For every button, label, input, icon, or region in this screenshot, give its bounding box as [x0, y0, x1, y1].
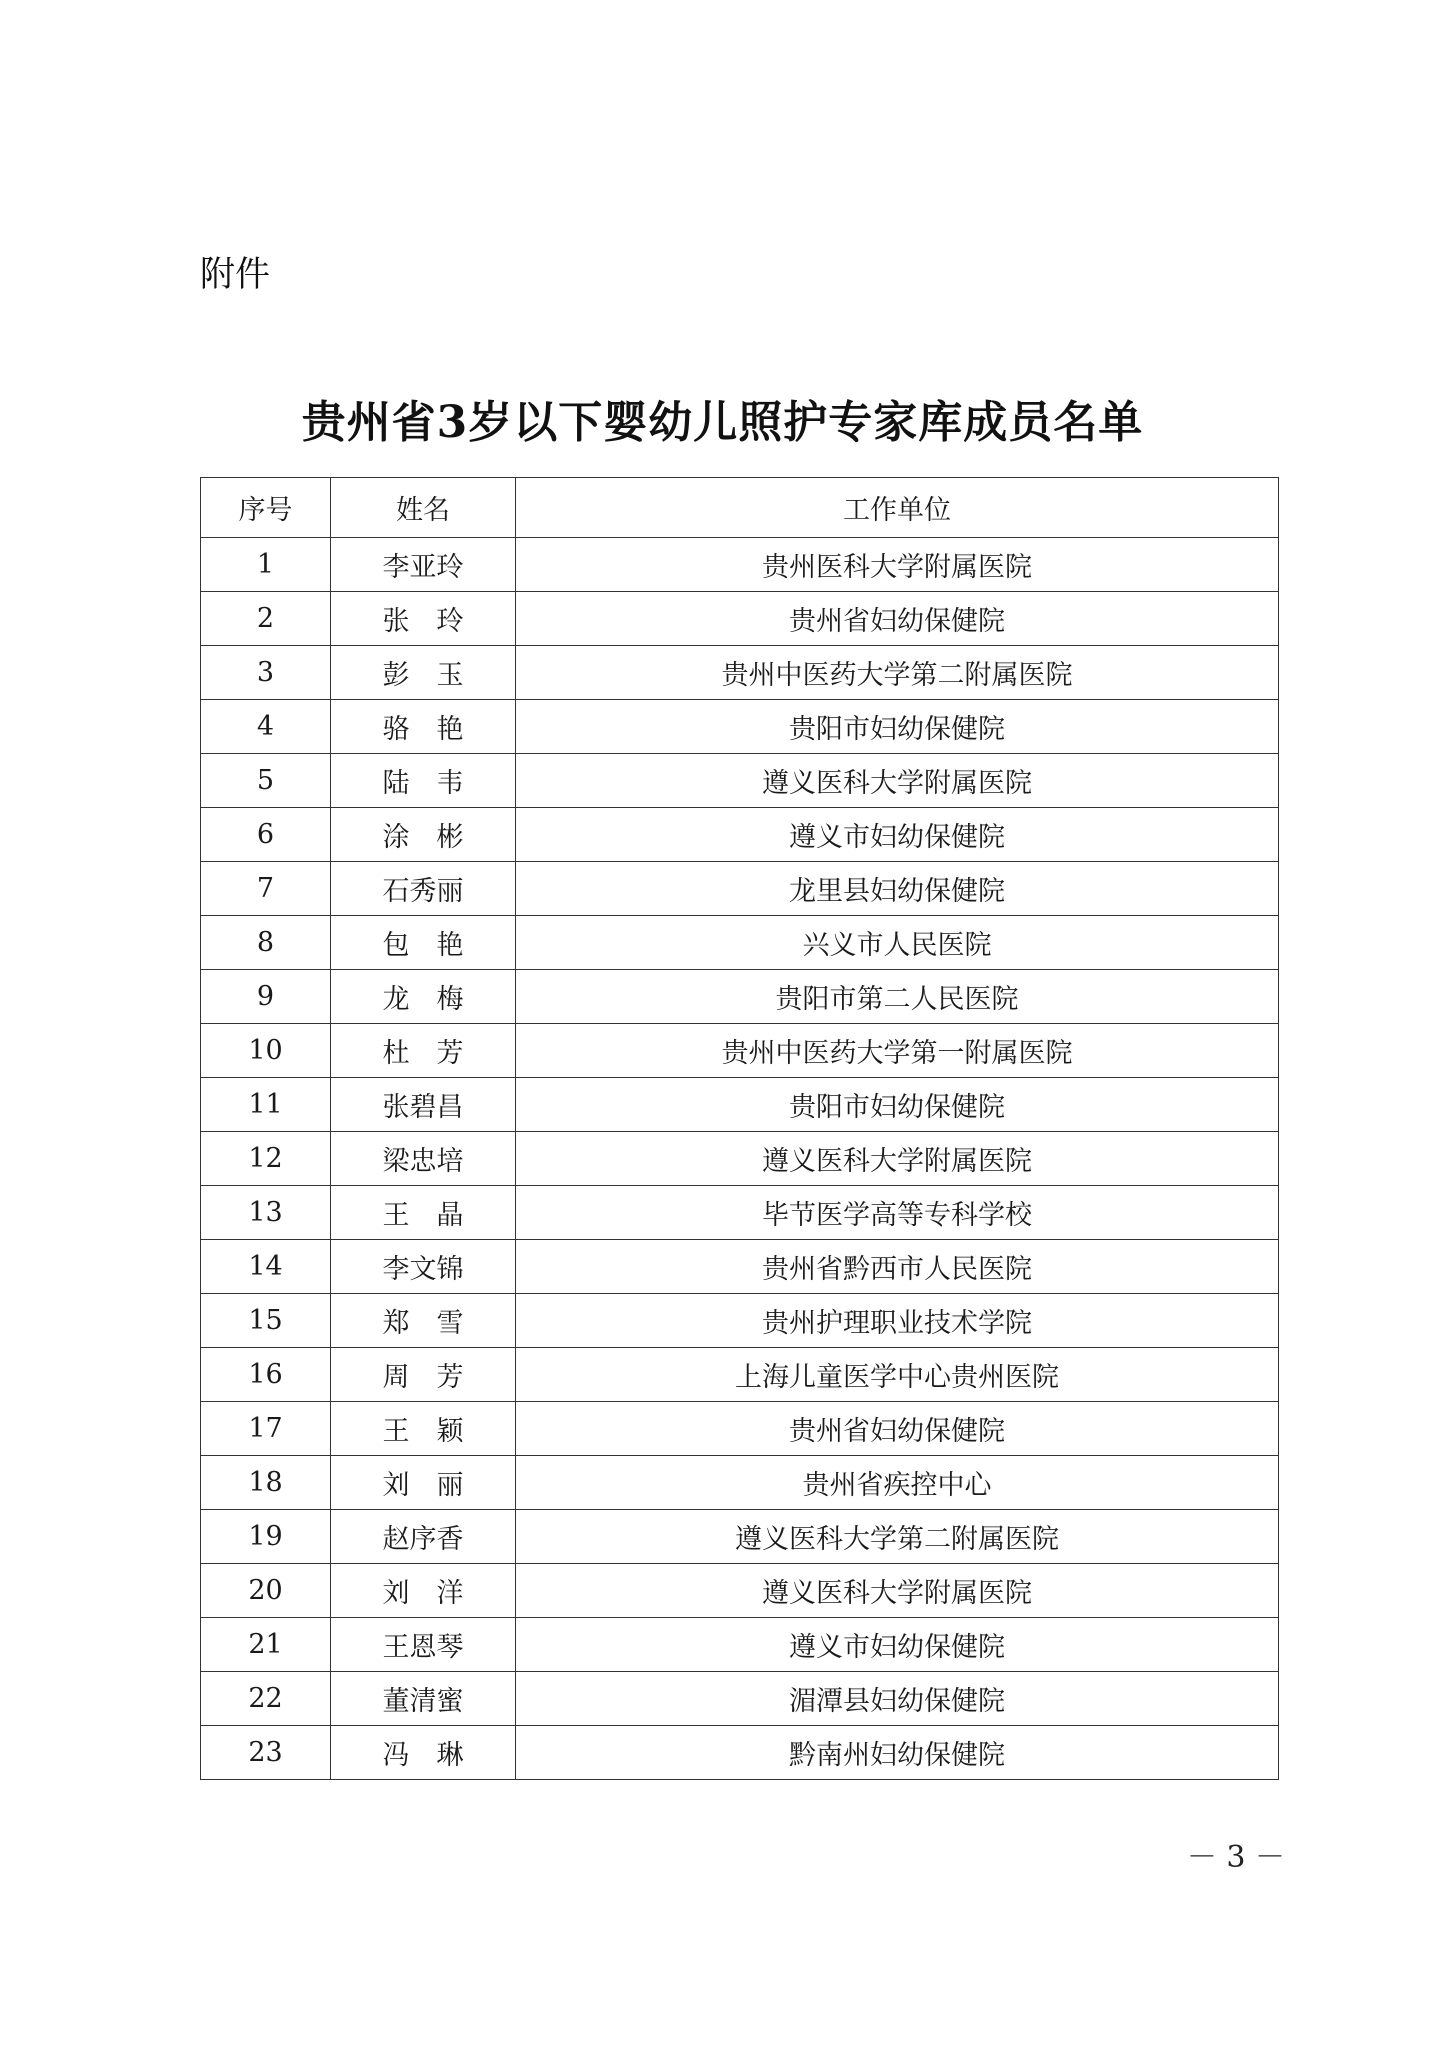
table-row: [201, 1348, 1279, 1402]
cell-name: 包 艳: [331, 916, 516, 970]
table-row: [201, 1456, 1279, 1510]
cell-name: 彭 玉: [331, 646, 516, 700]
cell-name: 冯 琳: [331, 1726, 516, 1780]
cell-name: 王 晶: [331, 1186, 516, 1240]
cell-name: 王恩琴: [331, 1618, 516, 1672]
table-row: [201, 1132, 1279, 1186]
cell-seq: 2: [201, 592, 331, 646]
table-row: [201, 1618, 1279, 1672]
cell-workplace: 贵州省妇幼保健院: [516, 1402, 1279, 1456]
cell-seq: 6: [201, 808, 331, 862]
table-row: [201, 862, 1279, 916]
cell-seq: 7: [201, 862, 331, 916]
table-header-row: [201, 478, 1279, 538]
header-seq: 序号: [201, 478, 331, 538]
cell-workplace: 毕节医学高等专科学校: [516, 1186, 1279, 1240]
table-row: [201, 1078, 1279, 1132]
cell-name: 刘 丽: [331, 1456, 516, 1510]
cell-name: 张碧昌: [331, 1078, 516, 1132]
cell-seq: 19: [201, 1510, 331, 1564]
cell-workplace: 贵州省疾控中心: [516, 1456, 1279, 1510]
cell-seq: 8: [201, 916, 331, 970]
cell-seq: 1: [201, 538, 331, 592]
document-title: 贵州省3岁以下婴幼儿照护专家库成员名单: [301, 397, 1144, 448]
attachment-label: 附件: [200, 255, 271, 295]
cell-seq: 14: [201, 1240, 331, 1294]
header-name: 姓名: [331, 478, 516, 538]
page-number: － 3 －: [1186, 1840, 1285, 1875]
table-row: [201, 538, 1279, 592]
cell-workplace: 遵义市妇幼保健院: [516, 808, 1279, 862]
header-workplace: 工作单位: [516, 478, 1279, 538]
cell-name: 李文锦: [331, 1240, 516, 1294]
table-row: [201, 700, 1279, 754]
cell-name: 赵序香: [331, 1510, 516, 1564]
cell-seq: 16: [201, 1348, 331, 1402]
cell-name: 董清蜜: [331, 1672, 516, 1726]
table-row: [201, 1294, 1279, 1348]
cell-seq: 10: [201, 1024, 331, 1078]
cell-seq: 4: [201, 700, 331, 754]
cell-seq: 20: [201, 1564, 331, 1618]
cell-name: 骆 艳: [331, 700, 516, 754]
cell-name: 梁忠培: [331, 1132, 516, 1186]
cell-seq: 5: [201, 754, 331, 808]
table-row: [201, 1186, 1279, 1240]
table-row: [201, 1024, 1279, 1078]
cell-workplace: 贵州护理职业技术学院: [516, 1294, 1279, 1348]
cell-workplace: 兴义市人民医院: [516, 916, 1279, 970]
cell-seq: 11: [201, 1078, 331, 1132]
table-body: [201, 538, 1279, 1780]
cell-name: 龙 梅: [331, 970, 516, 1024]
table-row: [201, 646, 1279, 700]
cell-name: 刘 洋: [331, 1564, 516, 1618]
table-row: [201, 754, 1279, 808]
cell-workplace: 黔南州妇幼保健院: [516, 1726, 1279, 1780]
table-row: [201, 970, 1279, 1024]
table-row: [201, 592, 1279, 646]
cell-workplace: 上海儿童医学中心贵州医院: [516, 1348, 1279, 1402]
table-row: [201, 1726, 1279, 1780]
cell-seq: 12: [201, 1132, 331, 1186]
cell-name: 王 颖: [331, 1402, 516, 1456]
table-row: [201, 808, 1279, 862]
cell-seq: 22: [201, 1672, 331, 1726]
cell-name: 陆 韦: [331, 754, 516, 808]
cell-seq: 3: [201, 646, 331, 700]
table-row: [201, 1672, 1279, 1726]
cell-workplace: 贵州医科大学附属医院: [516, 538, 1279, 592]
cell-name: 张 玲: [331, 592, 516, 646]
cell-seq: 18: [201, 1456, 331, 1510]
cell-name: 涂 彬: [331, 808, 516, 862]
table-row: [201, 1510, 1279, 1564]
cell-name: 石秀丽: [331, 862, 516, 916]
cell-seq: 21: [201, 1618, 331, 1672]
cell-workplace: 贵阳市第二人民医院: [516, 970, 1279, 1024]
cell-seq: 9: [201, 970, 331, 1024]
table-row: [201, 1240, 1279, 1294]
table-row: [201, 1402, 1279, 1456]
cell-workplace: 遵义医科大学附属医院: [516, 754, 1279, 808]
cell-name: 李亚玲: [331, 538, 516, 592]
cell-seq: 13: [201, 1186, 331, 1240]
expert-roster-table: [200, 477, 1279, 1780]
cell-workplace: 贵州中医药大学第一附属医院: [516, 1024, 1279, 1078]
cell-name: 周 芳: [331, 1348, 516, 1402]
table-row: [201, 1564, 1279, 1618]
cell-workplace: 遵义医科大学第二附属医院: [516, 1510, 1279, 1564]
cell-workplace: 贵州中医药大学第二附属医院: [516, 646, 1279, 700]
cell-seq: 23: [201, 1726, 331, 1780]
table-row: [201, 916, 1279, 970]
cell-workplace: 龙里县妇幼保健院: [516, 862, 1279, 916]
cell-seq: 15: [201, 1294, 331, 1348]
cell-name: 郑 雪: [331, 1294, 516, 1348]
cell-workplace: 贵阳市妇幼保健院: [516, 1078, 1279, 1132]
cell-workplace: 贵州省黔西市人民医院: [516, 1240, 1279, 1294]
cell-workplace: 湄潭县妇幼保健院: [516, 1672, 1279, 1726]
cell-workplace: 遵义医科大学附属医院: [516, 1564, 1279, 1618]
cell-seq: 17: [201, 1402, 331, 1456]
cell-workplace: 遵义医科大学附属医院: [516, 1132, 1279, 1186]
cell-workplace: 贵州省妇幼保健院: [516, 592, 1279, 646]
cell-workplace: 遵义市妇幼保健院: [516, 1618, 1279, 1672]
cell-name: 杜 芳: [331, 1024, 516, 1078]
cell-workplace: 贵阳市妇幼保健院: [516, 700, 1279, 754]
